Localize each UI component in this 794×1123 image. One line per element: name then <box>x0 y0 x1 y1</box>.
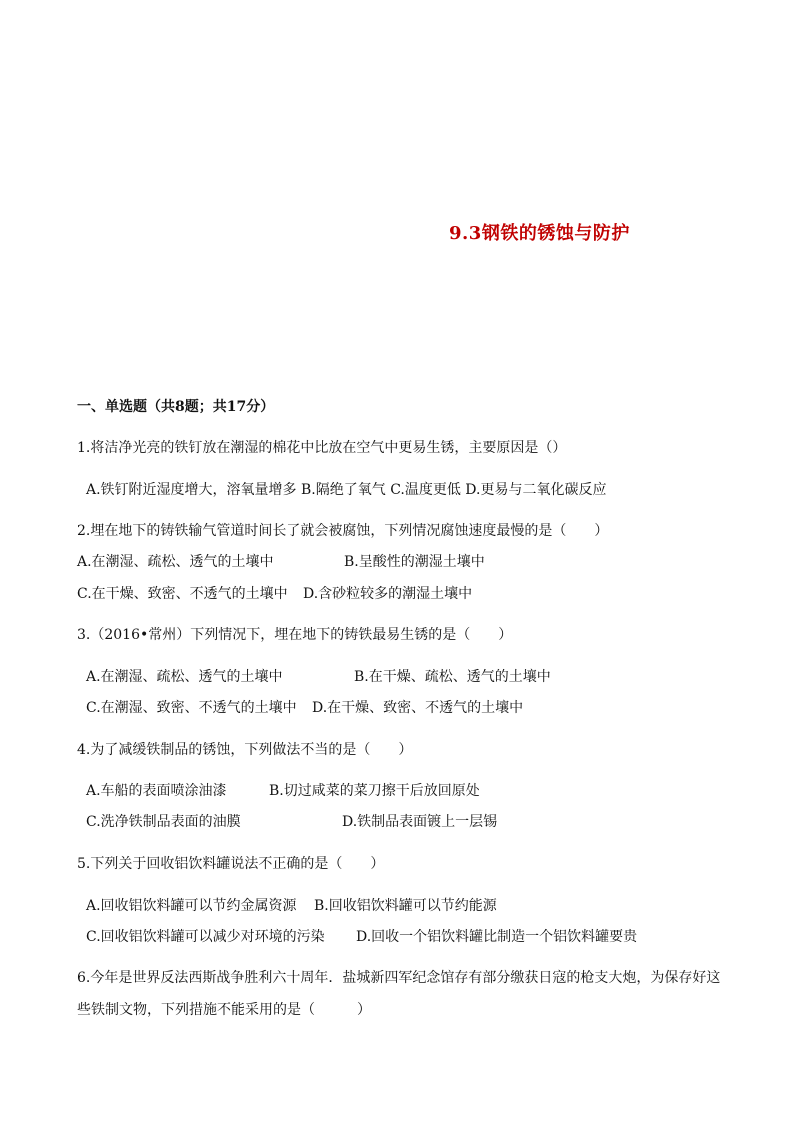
question-2-option-c: C.在干燥、致密、不透气的土壤中 <box>77 586 288 602</box>
question-3-option-b: B.在干燥、疏松、透气的土壤中 <box>354 669 551 685</box>
question-3-option-a: A.在潮湿、疏松、透气的土壤中 <box>86 669 283 685</box>
question-3-stem: 3.（2016•常州）下列情况下，埋在地下的铸铁最易生锈的是（ ） <box>77 627 513 643</box>
question-4-option-c: C.洗净铁制品表面的油膜 <box>86 814 241 830</box>
question-5-option-d: D.回收一个铝饮料罐比制造一个铝饮料罐要贵 <box>356 929 638 945</box>
question-3-option-c: C.在潮湿、致密、不透气的土壤中 <box>86 700 297 716</box>
question-5-stem: 5.下列关于回收铝饮料罐说法不正确的是（ ） <box>77 856 385 872</box>
question-2-option-d: D.含砂粒较多的潮湿土壤中 <box>303 586 473 602</box>
question-1-stem: 1.将洁净光亮的铁钉放在潮湿的棉花中比放在空气中更易生锈，主要原因是（） <box>77 440 567 456</box>
question-4-option-a: A.车船的表面喷涂油漆 <box>86 783 227 799</box>
question-2-option-a: A.在潮湿、疏松、透气的土壤中 <box>77 554 274 570</box>
question-5-option-a: A.回收铝饮料罐可以节约金属资源 <box>86 898 297 914</box>
question-4-option-b: B.切过咸菜的菜刀擦干后放回原处 <box>269 783 480 799</box>
question-2-stem: 2.埋在地下的铸铁输气管道时间长了就会被腐蚀，下列情况腐蚀速度最慢的是（ ） <box>77 523 609 539</box>
question-6-stem-line-1: 6.今年是世界反法西斯战争胜利六十周年．盐城新四军纪念馆存有部分缴获日寇的枪支大炮，为保存好这 <box>77 970 721 986</box>
document-title: 9.3钢铁的锈蚀与防护 <box>449 223 630 244</box>
question-3-option-d: D.在干燥、致密、不透气的土壤中 <box>312 700 524 716</box>
question-6-stem-line-2: 些铁制文物，下列措施不能采用的是（ ） <box>77 1002 371 1018</box>
question-4-stem: 4.为了减缓铁制品的锈蚀，下列做法不当的是（ ） <box>77 742 413 758</box>
section-heading: 一、单选题（共8题；共17分） <box>77 399 275 415</box>
question-5-option-c: C.回收铝饮料罐可以减少对环境的污染 <box>86 929 325 945</box>
question-1-options: A.铁钉附近湿度增大，溶氧量增多 B.隔绝了氧气 C.温度更低 D.更易与二氧化碳反应 <box>86 482 607 498</box>
question-4-option-d: D.铁制品表面镀上一层锡 <box>342 814 498 830</box>
question-5-option-b: B.回收铝饮料罐可以节约能源 <box>314 898 497 914</box>
question-2-option-b: B.呈酸性的潮湿土壤中 <box>344 554 485 570</box>
